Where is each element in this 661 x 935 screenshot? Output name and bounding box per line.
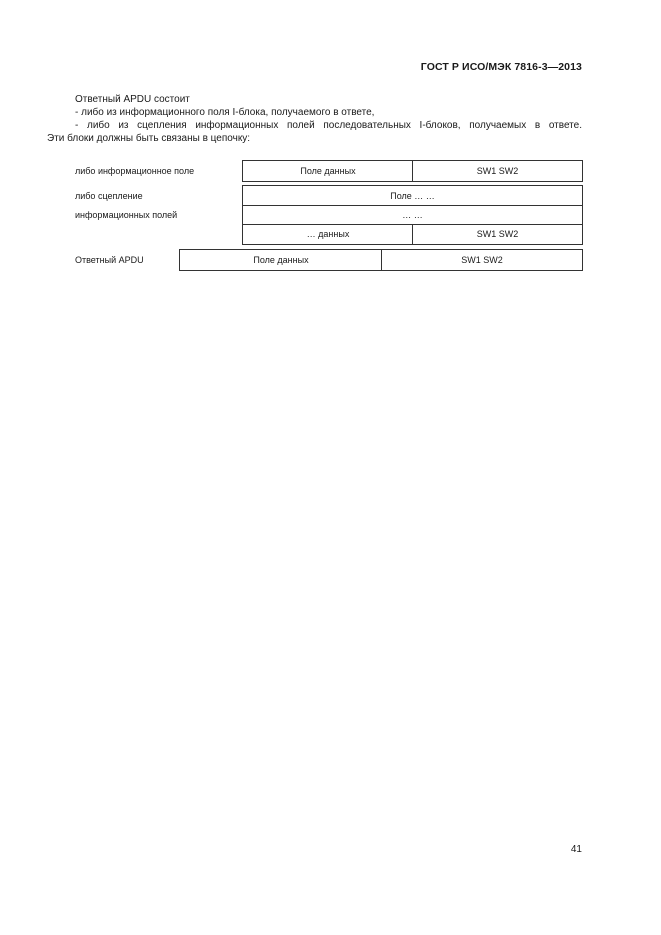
paragraph-chaining: Эти блоки должны быть связаны в цепочку: <box>47 133 251 144</box>
document-header: ГОСТ Р ИСО/МЭК 7816-3—2013 <box>420 61 582 73</box>
row2-label-line2: информационных полей <box>75 210 178 220</box>
row2-box <box>242 185 583 245</box>
row3-data-cell: Поле данных <box>253 255 309 265</box>
row1-label: либо информационное поле <box>75 166 195 176</box>
row2-separator-1 <box>243 205 582 206</box>
row3-label: Ответный APDU <box>75 255 144 265</box>
paragraph-intro: Ответный APDU состоит <box>75 94 190 105</box>
list-item-info-field: - либо из информационного поля I-блока, получаемого в ответе, <box>75 107 375 118</box>
row2-label-line1: либо сцепление <box>75 191 143 201</box>
page-number: 41 <box>570 844 582 855</box>
list-item-concatenation: - либо из сцепления информационных полей последовательных I-блоков, получаемых в ответе. <box>75 120 582 131</box>
row2-sw-cell: SW1 SW2 <box>476 229 519 239</box>
row2-data-cell: … данных <box>306 229 350 239</box>
row3-box <box>179 249 583 271</box>
row1-sw-cell: SW1 SW2 <box>476 166 519 176</box>
row2-line1-cell: Поле … … <box>390 191 435 201</box>
row1-data-cell: Поле данных <box>300 166 356 176</box>
row2-line2-cell: … … <box>402 210 423 220</box>
row3-sw-cell: SW1 SW2 <box>461 255 503 265</box>
row1-box <box>242 160 583 182</box>
